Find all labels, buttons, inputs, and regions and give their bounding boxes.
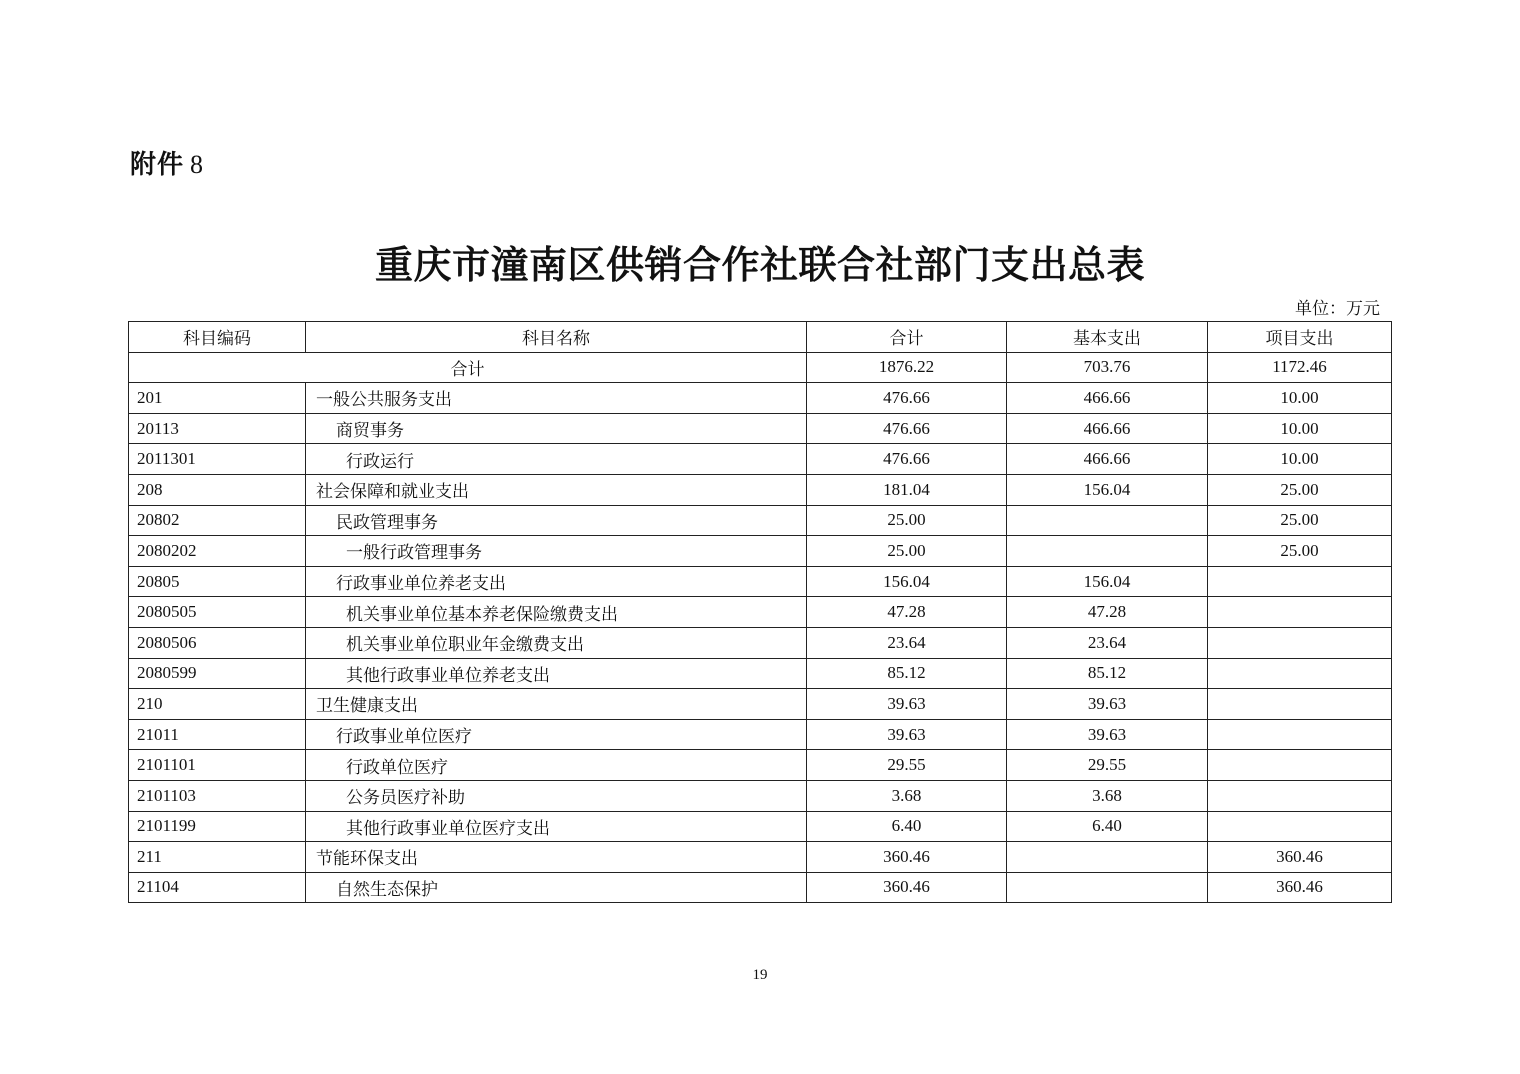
cell-project	[1208, 780, 1392, 811]
cell-name: 机关事业单位职业年金缴费支出	[306, 627, 807, 658]
attachment-heading	[130, 144, 204, 181]
header-project: 项目支出	[1208, 322, 1392, 353]
cell-name: 行政事业单位医疗	[306, 719, 807, 750]
cell-total: 39.63	[807, 689, 1007, 720]
cell-basic: 6.40	[1007, 811, 1208, 842]
page-number: 19	[752, 967, 768, 983]
cell-basic: 156.04	[1007, 474, 1208, 505]
cell-name: 公务员医疗补助	[306, 780, 807, 811]
cell-basic: 29.55	[1007, 750, 1208, 781]
cell-total: 360.46	[807, 872, 1007, 903]
header-code: 科目编码	[129, 322, 306, 353]
cell-project: 25.00	[1208, 536, 1392, 567]
cell-basic	[1007, 536, 1208, 567]
cell-name: 民政管理事务	[306, 505, 807, 536]
cell-code: 2080599	[129, 658, 306, 689]
cell-total: 47.28	[807, 597, 1007, 628]
cell-basic	[1007, 842, 1208, 873]
cell-basic: 466.66	[1007, 383, 1208, 414]
cell-total: 360.46	[807, 842, 1007, 873]
total-project: 1172.46	[1208, 352, 1392, 383]
table-row	[129, 505, 1392, 536]
cell-project	[1208, 658, 1392, 689]
cell-basic: 39.63	[1007, 719, 1208, 750]
cell-code: 2101103	[129, 780, 306, 811]
table-row	[129, 597, 1392, 628]
cell-basic: 23.64	[1007, 627, 1208, 658]
table-header-row	[129, 322, 1392, 353]
cell-basic	[1007, 872, 1208, 903]
cell-basic: 39.63	[1007, 689, 1208, 720]
cell-project	[1208, 627, 1392, 658]
cell-code: 20113	[129, 413, 306, 444]
cell-total: 156.04	[807, 566, 1007, 597]
cell-total: 39.63	[807, 719, 1007, 750]
cell-project: 10.00	[1208, 413, 1392, 444]
cell-code: 21104	[129, 872, 306, 903]
table-row	[129, 689, 1392, 720]
cell-code: 21011	[129, 719, 306, 750]
cell-code: 2101101	[129, 750, 306, 781]
table-row	[129, 627, 1392, 658]
total-label: 合计	[129, 352, 807, 383]
cell-name: 其他行政事业单位医疗支出	[306, 811, 807, 842]
cell-project: 360.46	[1208, 842, 1392, 873]
cell-code: 2080202	[129, 536, 306, 567]
cell-basic: 466.66	[1007, 413, 1208, 444]
cell-code: 2011301	[129, 444, 306, 475]
table-row	[129, 658, 1392, 689]
cell-total: 29.55	[807, 750, 1007, 781]
table-row	[129, 750, 1392, 781]
cell-code: 201	[129, 383, 306, 414]
cell-code: 20805	[129, 566, 306, 597]
cell-total: 181.04	[807, 474, 1007, 505]
table-row	[129, 536, 1392, 567]
cell-name: 机关事业单位基本养老保险缴费支出	[306, 597, 807, 628]
total-row	[129, 352, 1392, 383]
cell-project: 10.00	[1208, 444, 1392, 475]
cell-name: 一般公共服务支出	[306, 383, 807, 414]
expenditure-table	[128, 321, 1392, 903]
total-basic: 703.76	[1007, 352, 1208, 383]
cell-project: 360.46	[1208, 872, 1392, 903]
table-row	[129, 811, 1392, 842]
cell-total: 85.12	[807, 658, 1007, 689]
cell-project	[1208, 750, 1392, 781]
cell-total: 25.00	[807, 536, 1007, 567]
cell-name: 其他行政事业单位养老支出	[306, 658, 807, 689]
cell-total: 6.40	[807, 811, 1007, 842]
cell-code: 20802	[129, 505, 306, 536]
table-row	[129, 413, 1392, 444]
table-row	[129, 842, 1392, 873]
cell-total: 3.68	[807, 780, 1007, 811]
cell-basic: 47.28	[1007, 597, 1208, 628]
cell-total: 476.66	[807, 383, 1007, 414]
cell-code: 2080506	[129, 627, 306, 658]
document-title: 重庆市潼南区供销合作社联合社部门支出总表	[374, 242, 1145, 287]
table-row	[129, 780, 1392, 811]
table-body	[129, 352, 1392, 903]
cell-name: 节能环保支出	[306, 842, 807, 873]
table-row	[129, 444, 1392, 475]
cell-total: 25.00	[807, 505, 1007, 536]
cell-project	[1208, 719, 1392, 750]
header-basic: 基本支出	[1007, 322, 1208, 353]
cell-basic: 156.04	[1007, 566, 1208, 597]
cell-project	[1208, 689, 1392, 720]
cell-name: 卫生健康支出	[306, 689, 807, 720]
table-row	[129, 474, 1392, 505]
cell-project	[1208, 597, 1392, 628]
cell-total: 476.66	[807, 444, 1007, 475]
cell-total: 23.64	[807, 627, 1007, 658]
cell-project	[1208, 566, 1392, 597]
cell-basic: 3.68	[1007, 780, 1208, 811]
cell-code: 2080505	[129, 597, 306, 628]
header-name: 科目名称	[306, 322, 807, 353]
cell-name: 行政运行	[306, 444, 807, 475]
cell-project: 10.00	[1208, 383, 1392, 414]
cell-project	[1208, 811, 1392, 842]
cell-code: 208	[129, 474, 306, 505]
cell-total: 476.66	[807, 413, 1007, 444]
cell-basic: 466.66	[1007, 444, 1208, 475]
attachment-number: 8	[190, 150, 205, 179]
cell-basic	[1007, 505, 1208, 536]
total-amount: 1876.22	[807, 352, 1007, 383]
cell-name: 行政事业单位养老支出	[306, 566, 807, 597]
cell-name: 商贸事务	[306, 413, 807, 444]
cell-code: 210	[129, 689, 306, 720]
unit-label: 单位：万元	[1295, 299, 1380, 319]
cell-code: 2101199	[129, 811, 306, 842]
table-row	[129, 719, 1392, 750]
cell-project: 25.00	[1208, 505, 1392, 536]
cell-code: 211	[129, 842, 306, 873]
cell-project: 25.00	[1208, 474, 1392, 505]
cell-name: 行政单位医疗	[306, 750, 807, 781]
attachment-label: 附件	[130, 150, 185, 180]
table-row	[129, 872, 1392, 903]
table-row	[129, 566, 1392, 597]
cell-name: 社会保障和就业支出	[306, 474, 807, 505]
cell-name: 自然生态保护	[306, 872, 807, 903]
header-total: 合计	[807, 322, 1007, 353]
cell-name: 一般行政管理事务	[306, 536, 807, 567]
table-row	[129, 383, 1392, 414]
cell-basic: 85.12	[1007, 658, 1208, 689]
